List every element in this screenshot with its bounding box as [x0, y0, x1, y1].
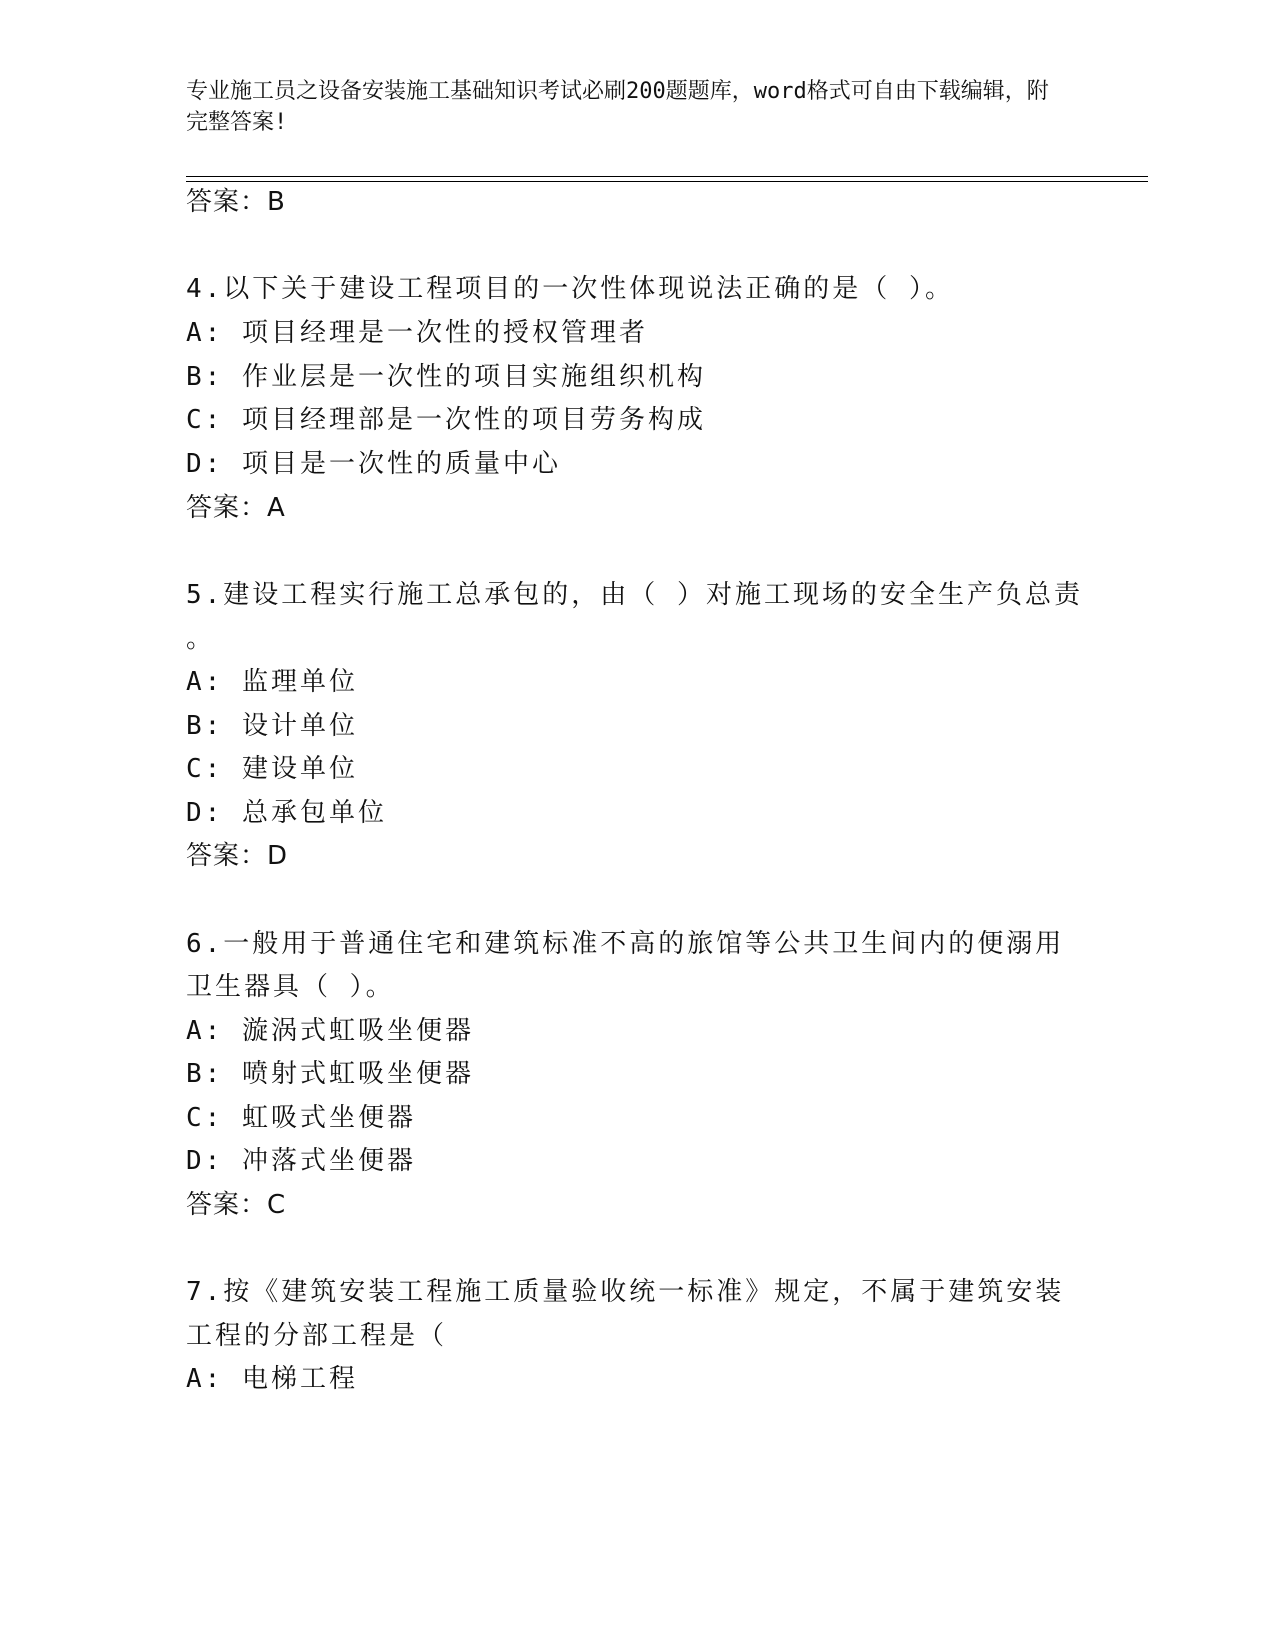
question-5-stem-line-2: 。	[186, 624, 216, 654]
question-7-stem-line-2: 工程的分部工程是（	[186, 1321, 448, 1351]
answer-q4: 答案：A	[186, 493, 286, 523]
question-4-option-b: B: 作业层是一次性的项目实施组织机构	[186, 362, 706, 392]
question-5-option-a: A: 监理单位	[186, 667, 358, 697]
question-6-option-d: D: 冲落式坐便器	[186, 1146, 416, 1176]
question-4-option-a: A: 项目经理是一次性的授权管理者	[186, 318, 648, 348]
question-7-stem-line-1: 7.按《建筑安装工程施工质量验收统一标准》规定，不属于建筑安装	[186, 1277, 1065, 1307]
question-6-stem-line-1: 6.一般用于普通住宅和建筑标准不高的旅馆等公共卫生间内的便溺用	[186, 929, 1065, 959]
header-divider-bottom	[186, 181, 1148, 182]
question-6-option-a: A: 漩涡式虹吸坐便器	[186, 1016, 474, 1046]
answer-q6: 答案：C	[186, 1190, 287, 1220]
question-5-option-b: B: 设计单位	[186, 711, 358, 741]
question-5-stem-line-1: 5.建设工程实行施工总承包的，由（ ）对施工现场的安全生产负总责	[186, 580, 1083, 610]
header-divider-top	[186, 176, 1148, 177]
question-5-option-d: D: 总承包单位	[186, 798, 387, 828]
question-4-option-d: D: 项目是一次性的质量中心	[186, 449, 561, 479]
question-5-option-c: C: 建设单位	[186, 754, 358, 784]
question-6-option-b: B: 喷射式虹吸坐便器	[186, 1059, 474, 1089]
question-6-option-c: C: 虹吸式坐便器	[186, 1103, 416, 1133]
question-4-option-c: C: 项目经理部是一次性的项目劳务构成	[186, 405, 706, 435]
question-4-stem: 4.以下关于建设工程项目的一次性体现说法正确的是（ ）。	[186, 274, 954, 304]
answer-q3: 答案：B	[186, 187, 286, 217]
document-header-title: 专业施工员之设备安装施工基础知识考试必刷200题题库，word格式可自由下载编辑，附完整答案!	[186, 79, 1049, 135]
question-7-option-a: A: 电梯工程	[186, 1364, 358, 1394]
question-6-stem-line-2: 卫生器具（ ）。	[186, 972, 395, 1002]
answer-q5: 答案：D	[186, 841, 289, 871]
